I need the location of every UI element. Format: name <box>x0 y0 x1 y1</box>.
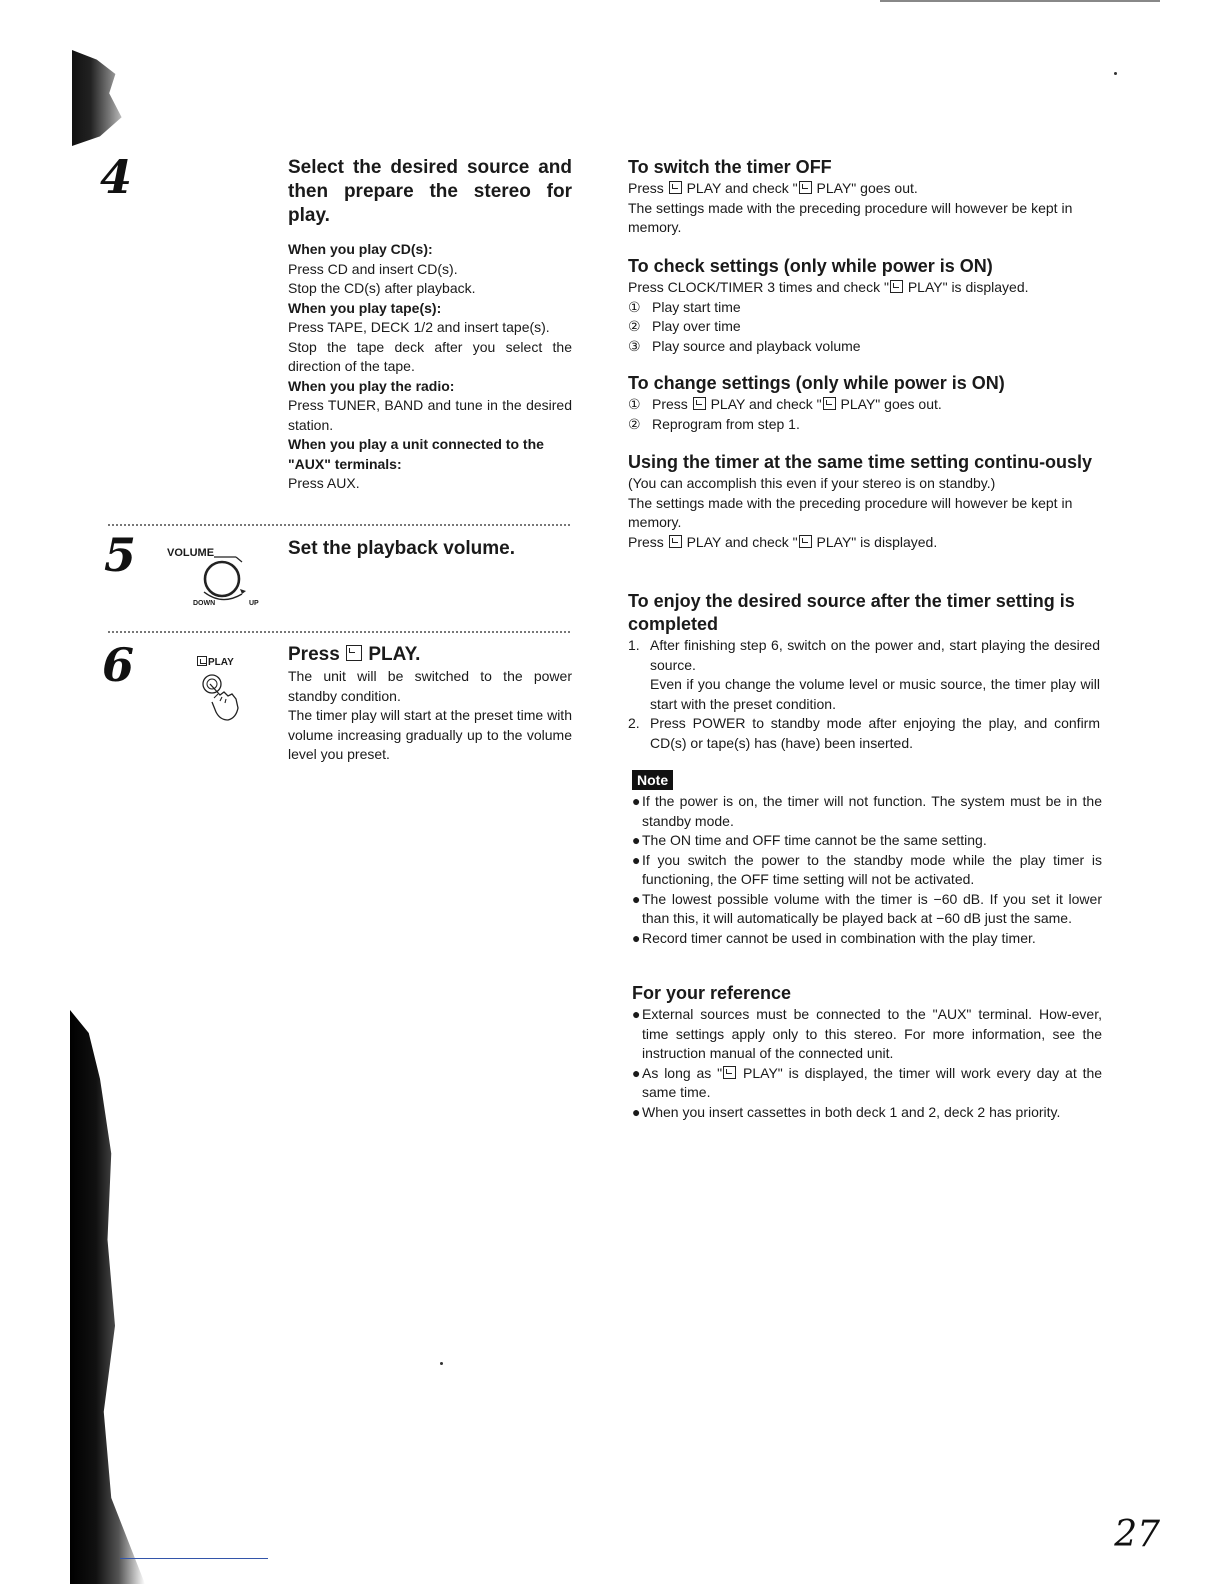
text-fragment: PLAY" goes out. <box>816 180 918 196</box>
circled-number: ① <box>628 298 641 315</box>
aux-heading: When you play a unit connected to the "AUX" terminals: <box>288 436 544 472</box>
bullet-icon: ● <box>632 851 641 868</box>
timer-play-icon <box>346 645 362 661</box>
step-4-content <box>288 156 572 494</box>
check-settings-line-1 <box>628 278 1100 298</box>
change-item <box>628 415 1100 435</box>
check-item <box>628 298 1100 318</box>
aux-line-1: Press AUX. <box>288 475 360 491</box>
cd-line-2: Stop the CD(s) after playback. <box>288 280 476 296</box>
note-item <box>632 831 1102 851</box>
enjoy-item-text: After finishing step 6, switch on the power and, start playing the desired source. <box>650 637 1100 673</box>
text-fragment: PLAY" goes out. <box>840 396 942 412</box>
note-item <box>632 792 1102 831</box>
enjoy-item-text: Press POWER to standby mode after enjoying the play, and confirm CD(s) or tape(s) has (have) been inserted. <box>650 715 1100 751</box>
note-item-text: If the power is on, the timer will not function. The system must be in the standby mode. <box>642 793 1102 829</box>
scan-dot <box>440 1362 443 1365</box>
bullet-icon: ● <box>632 1006 641 1022</box>
timer-play-icon <box>723 1066 736 1079</box>
bullet-icon: ● <box>632 1064 641 1081</box>
step-6-body-2: The timer play will start at the preset time with volume increasing gradually up to the volume level you preset. <box>288 707 572 762</box>
timer-play-icon <box>890 280 903 293</box>
tape-line-1: Press TAPE, DECK 1/2 and insert tape(s). <box>288 319 550 335</box>
timer-off-section <box>628 156 1100 238</box>
text-fragment: PLAY and check " <box>686 180 798 196</box>
reference-heading: For your reference <box>632 983 792 1003</box>
bullet-icon: ● <box>632 929 641 946</box>
continuous-line-1: (You can accomplish this even if your stereo is on standby.) <box>628 475 996 491</box>
text-fragment: As long as " <box>642 1064 723 1081</box>
scan-dot <box>1114 72 1117 75</box>
bullet-icon: ● <box>632 1103 641 1120</box>
page-number: 27 <box>1114 1514 1160 1555</box>
reference-item <box>632 1103 1102 1123</box>
check-item-text: Play source and playback volume <box>652 337 861 354</box>
timer-play-icon <box>693 397 706 410</box>
note-item-text: Record timer cannot be used in combination with the play timer. <box>642 929 1036 946</box>
tape-heading: When you play tape(s): <box>288 299 442 316</box>
step-separator <box>108 631 570 633</box>
bullet-icon: ● <box>632 793 641 809</box>
radio-heading: When you play the radio: <box>288 377 455 394</box>
change-item <box>628 395 1100 415</box>
timer-play-icon <box>197 656 207 666</box>
timer-play-icon <box>823 397 836 410</box>
step-6-title-post: PLAY. <box>368 644 421 665</box>
note-item-text: The ON time and OFF time cannot be the same setting. <box>642 832 987 848</box>
reference-item <box>632 1064 1102 1103</box>
timer-off-heading: To switch the timer OFF <box>628 157 832 177</box>
scan-artifact-left-edge <box>70 1010 145 1584</box>
enjoy-item <box>628 714 1100 753</box>
step-4-title: Select the desired source and then prepare the stereo for play. <box>288 157 572 226</box>
timer-play-icon <box>669 535 682 548</box>
circled-number: ② <box>628 318 641 334</box>
circled-number: ② <box>628 415 641 432</box>
step-number-6: 6 <box>102 638 135 692</box>
step-separator <box>108 524 570 526</box>
timer-off-line-1 <box>628 179 1100 199</box>
continuous-timer-section <box>628 451 1100 552</box>
step-number-4: 4 <box>100 150 133 204</box>
reference-item-text: External sources must be connected to the "AUX" terminal. How-ever, time settings apply only to this stereo. For more information, see the instruction manual of the connected unit. <box>642 1006 1102 1061</box>
continuous-timer-heading: Using the timer at the same time setting continu-ously <box>628 452 1093 472</box>
note-item-text: The lowest possible volume with the timer is −60 dB. If you set it lower than this, it will automatically be played back at −60 dB just the same. <box>642 890 1102 926</box>
text-fragment: Press CLOCK/TIMER 3 times and check " <box>628 279 889 295</box>
note-item <box>632 929 1102 949</box>
check-item <box>628 317 1100 337</box>
enjoy-item-extra: Even if you change the volume level or music source, the timer play will start with the preset condition. <box>650 676 1100 712</box>
cd-heading: When you play CD(s): <box>288 241 433 257</box>
text-fragment: Press <box>652 396 688 412</box>
volume-up-label: UP <box>249 600 259 607</box>
step-number-5: 5 <box>104 528 137 582</box>
volume-label: VOLUME <box>167 547 215 559</box>
text-fragment: PLAY" is displayed. <box>816 533 938 550</box>
reference-section <box>632 982 1102 1122</box>
note-item <box>632 851 1102 890</box>
timer-off-line-2: The settings made with the preceding procedure will however be kept in memory. <box>628 199 1073 235</box>
reference-item <box>632 1005 1102 1064</box>
scan-artifact-bottom-line <box>120 1558 268 1559</box>
enjoy-item <box>628 636 1100 714</box>
step-5-title: Set the playback volume. <box>288 538 516 559</box>
text-fragment: PLAY" is displayed, the timer will work every day at the same time. <box>642 1064 1103 1100</box>
note-section <box>632 770 1102 948</box>
bullet-icon: ● <box>632 890 641 907</box>
continuous-line-3 <box>628 533 1100 553</box>
step-6-body-1: The unit will be switched to the power standby condition. <box>288 668 572 704</box>
timer-play-icon <box>799 535 812 548</box>
change-settings-heading: To change settings (only while power is ON) <box>628 373 1005 393</box>
text-fragment: Press <box>628 180 664 196</box>
enjoy-heading: To enjoy the desired source after the timer setting is completed <box>628 591 1075 634</box>
check-item-text: Play start time <box>652 298 741 315</box>
play-button-label <box>196 656 234 668</box>
check-item <box>628 337 1100 357</box>
volume-down-label: DOWN <box>193 600 216 607</box>
step-6-title <box>288 643 572 667</box>
reference-item-text: When you insert cassettes in both deck 1 and 2, deck 2 has priority. <box>642 1103 1061 1120</box>
finger-press-icon <box>198 668 254 726</box>
step-5-content <box>288 537 572 561</box>
step-6-title-pre: Press <box>288 644 340 665</box>
enjoy-section <box>628 590 1100 753</box>
text-fragment: Press <box>628 533 664 550</box>
circled-number: ① <box>628 396 641 412</box>
continuous-line-2: The settings made with the preceding procedure will however be kept in memory. <box>628 494 1073 530</box>
bullet-icon: ● <box>632 832 641 848</box>
check-settings-section <box>628 255 1100 356</box>
timer-play-icon <box>669 181 682 194</box>
item-number: 2. <box>628 715 640 731</box>
change-item-text: Reprogram from step 1. <box>652 415 800 432</box>
note-item <box>632 890 1102 929</box>
item-number: 1. <box>628 637 640 653</box>
scan-artifact-top <box>72 50 134 146</box>
check-settings-heading: To check settings (only while power is ON) <box>628 256 993 276</box>
timer-play-icon <box>799 181 812 194</box>
note-badge: Note <box>632 770 673 790</box>
step-6-content <box>288 643 572 765</box>
scan-artifact-top-line <box>880 0 1160 2</box>
note-item-text: If you switch the power to the standby mode while the play timer is functioning, the OFF time setting will not be activated. <box>642 851 1102 887</box>
cd-line-1: Press CD and insert CD(s). <box>288 260 458 277</box>
change-settings-section <box>628 372 1100 434</box>
text-fragment: PLAY and check " <box>710 396 822 412</box>
radio-line-1: Press TUNER, BAND and tune in the desired station. <box>288 397 572 433</box>
play-label-text: PLAY <box>208 657 234 668</box>
text-fragment: PLAY" is displayed. <box>907 279 1029 295</box>
check-item-text: Play over time <box>652 318 741 334</box>
tape-line-2: Stop the tape deck after you select the direction of the tape. <box>288 338 572 374</box>
text-fragment: PLAY and check " <box>686 533 798 550</box>
circled-number: ③ <box>628 337 641 354</box>
